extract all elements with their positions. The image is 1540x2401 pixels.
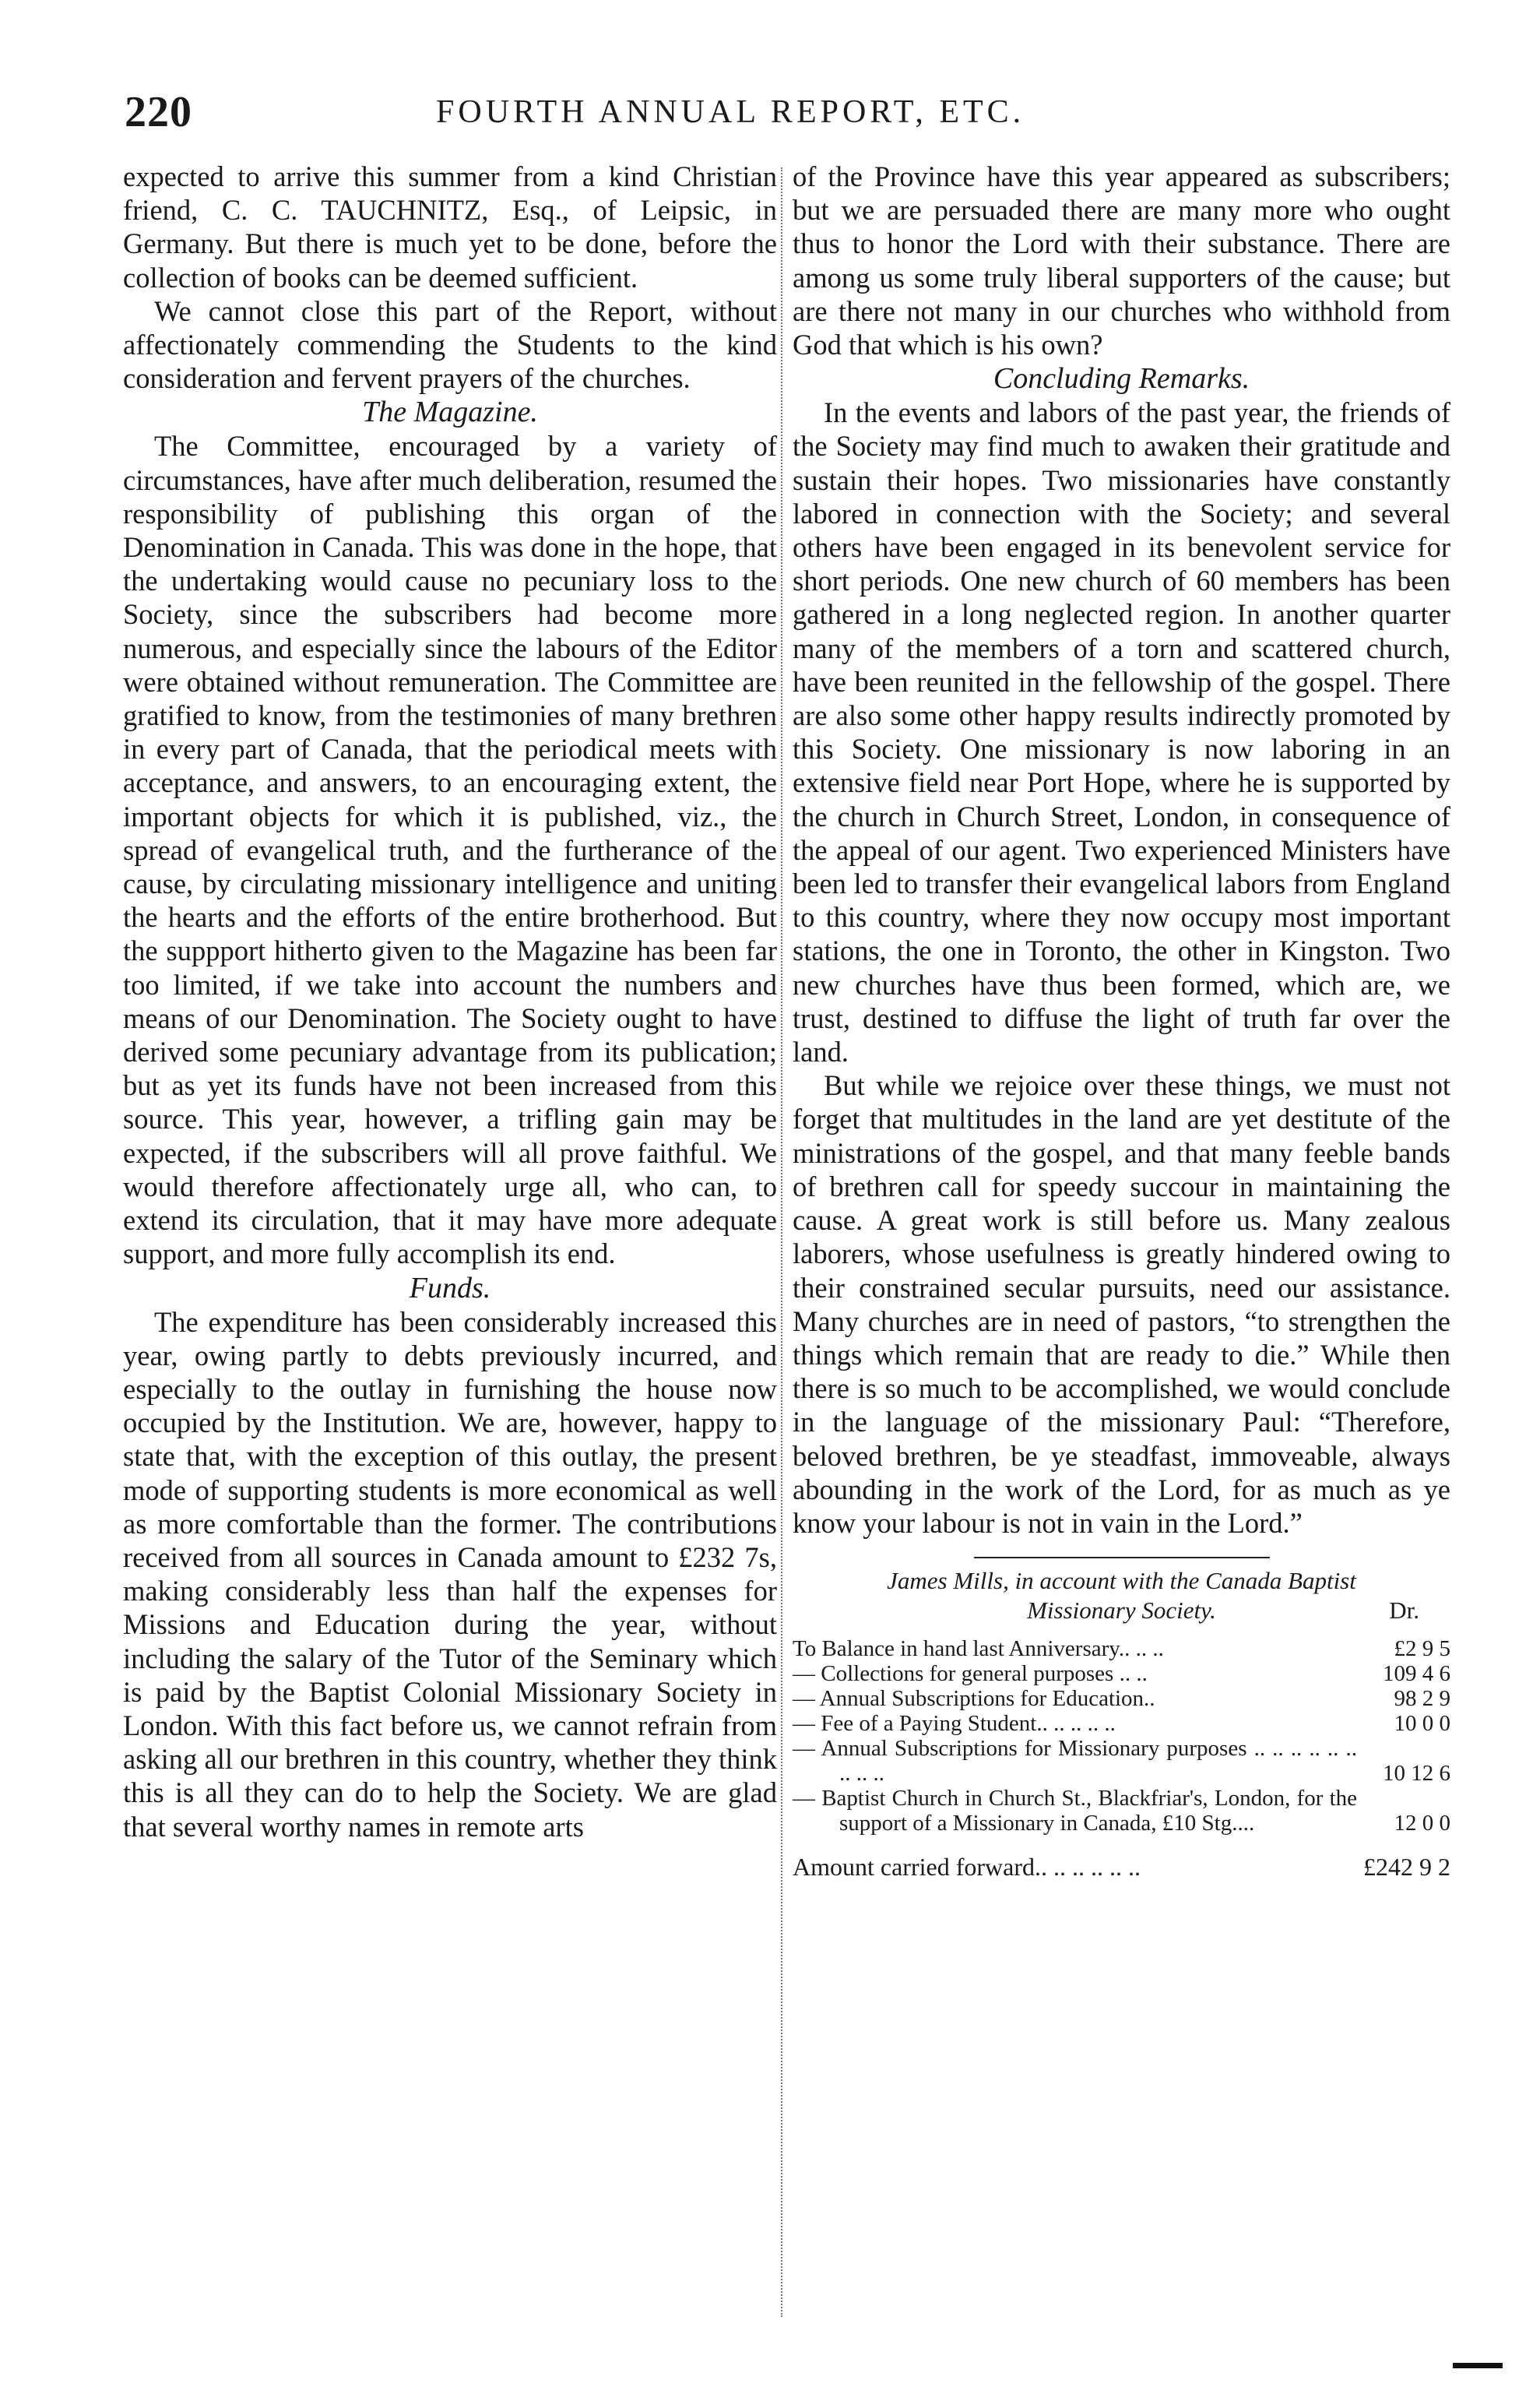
account-heading-line1: James Mills, in account with the Canada Baptist	[887, 1567, 1356, 1595]
account-row-amount: £2 9 5	[1394, 1636, 1450, 1662]
account-heading-line2: Missionary Society.	[1027, 1597, 1216, 1625]
account-total-row	[793, 1853, 1450, 1882]
account-row	[793, 1711, 1450, 1736]
account-row	[793, 1661, 1450, 1686]
paragraph: expected to arrive this summer from a kind Christian friend, C. C. TAUCHNITZ, Esq., of Leipsic, in Germany. But there is much yet to be done, before the collection of books can be deemed sufficient.	[123, 160, 777, 294]
account-table	[793, 1636, 1450, 1882]
account-row	[793, 1786, 1450, 1836]
account-row-description: — Annual Subscriptions for Missionary purposes .. .. .. .. .. .. .. .. ..	[793, 1736, 1357, 1787]
page-header	[125, 87, 1401, 142]
account-row	[793, 1686, 1450, 1711]
account-row-description: — Fee of a Paying Student.. .. .. .. ..	[793, 1711, 1116, 1737]
paragraph: of the Province have this year appeared as subscribers; but we are persuaded there are many more who ought thus to honor the Lord with their substance. There are among us some truly liberal supporters of the cause; but are there not many in our churches who withhold from God that which is his own?	[793, 160, 1450, 361]
account-total-label: Amount carried forward.. .. .. .. .. ..	[793, 1853, 1141, 1882]
section-rule	[974, 1557, 1270, 1558]
section-heading-magazine: The Magazine.	[362, 396, 538, 429]
account-total-amount: £242 9 2	[1363, 1853, 1450, 1882]
right-column	[793, 160, 1450, 1882]
left-column	[123, 160, 777, 1843]
account-row	[793, 1636, 1450, 1661]
footer-mark	[1453, 2363, 1503, 2368]
running-head: FOURTH ANNUAL REPORT, ETC.	[436, 94, 1025, 130]
account-row-amount: 10 12 6	[1383, 1761, 1450, 1787]
account-row-description: To Balance in hand last Anniversary.. .. ..	[793, 1636, 1164, 1662]
account-heading	[793, 1566, 1450, 1625]
account-row-amount: 109 4 6	[1383, 1661, 1450, 1687]
paragraph: We cannot close this part of the Report, without affectionately commending the Students to the kind consideration and fervent prayers of the churches.	[123, 294, 777, 395]
paragraph: The Committee, encouraged by a variety of circumstances, have after much deliberation, resumed the responsibility of publishing this organ of the Denomination in Canada. This was done in the hope, that the undertaking would cause no pecuniary loss to the Society, since the subscribers had become more numerous, and especially since the labours of the Editor were obtained without remuneration. The Committee are gratified to know, from the testimonies of many brethren in every part of Canada, that the periodical meets with acceptance, and answers, to an encouraging extent, the important objects for which it is published, viz., the spread of evangelical truth, and the furtherance of the cause, by circulating missionary intelligence and uniting the hearts and the efforts of the entire brotherhood. But the suppport hitherto given to the Magazine has been far too limited, if we take into account the numbers and means of our Denomination. The Society ought to have derived some pecuniary advantage from its publication; but as yet its funds have not been increased from this source. This year, however, a trifling gain may be expected, if the subscribers will all prove faithful. We would therefore affectionately urge all, who can, to extend its circulation, that it may have more adequate support, and more fully accomplish its end.	[123, 430, 777, 1270]
account-row	[793, 1736, 1450, 1786]
account-row-description: — Annual Subscriptions for Education..	[793, 1686, 1155, 1712]
paragraph: In the events and labors of the past year, the friends of the Society may find much to awaken their gratitude and sustain their hopes. Two missionaries have constantly labored in connection with the Society; and several others have been engaged in its benevolent service for short periods. One new church of 60 members has been gathered in a long neglected region. In another quarter many of the members of a torn and scattered church, have been reunited in the fellowship of the gospel. There are also some other happy results indirectly promoted by this Society. One missionary is now laboring in an extensive field near Port Hope, where he is supported by the church in Church Street, London, in consequence of the appeal of our agent. Two experienced Ministers have been led to transfer their evangelical labors from England to this country, where they now occupy most important stations, the one in Toronto, the other in Kingston. Two new churches have thus been formed, which are, we trust, destined to diffuse the light of truth far over the land.	[793, 396, 1450, 1068]
column-divider	[781, 167, 782, 2317]
debit-label: Dr.	[1389, 1597, 1419, 1625]
account-row-amount: 12 0 0	[1394, 1811, 1450, 1836]
paragraph: The expenditure has been considerably increased this year, owing partly to debts previously incurred, and especially to the outlay in furnishing the house now occupied by the Institution. We are, however, happy to state that, with the exception of this outlay, the present mode of supporting students is more economical as well as more comfortable than the former. The contributions received from all sources in Canada amount to £232 7s, making considerably less than half the expenses for Missions and Education during the year, without including the salary of the Tutor of the Seminary which is paid by the Baptist Colonial Missionary Society in London. With this fact before us, we cannot refrain from asking all our brethren in this country, whether they think this is all they can do to help the Society. We are glad that several worthy names in remote arts	[123, 1305, 777, 1843]
section-heading-concluding-remarks: Concluding Remarks.	[993, 362, 1250, 396]
account-row-description: — Baptist Church in Church St., Blackfriar's, London, for the support of a Missionary in Canada, £10 Stg....	[793, 1786, 1357, 1836]
section-heading-funds: Funds.	[409, 1271, 491, 1304]
paragraph: But while we rejoice over these things, we must not forget that multitudes in the land are yet destitute of the ministrations of the gospel, and that many feeble bands of brethren call for speedy succour in maintaining the cause. A great work is still before us. Many zealous laborers, whose usefulness is greatly hindered owing to their constrained secular pursuits, need our assistance. Many churches are in need of pastors, “to strengthen the things which remain that are ready to die.” While then there is so much to be accomplished, we would conclude in the language of the missionary Paul: “Therefore, beloved brethren, be ye steadfast, immoveable, always abounding in the work of the Lord, for as much as ye know your labour is not in vain in the Lord.”	[793, 1069, 1450, 1539]
account-row-description: — Collections for general purposes .. ..	[793, 1661, 1148, 1687]
account-row-amount: 98 2 9	[1394, 1686, 1450, 1712]
page-number: 220	[125, 88, 192, 136]
account-row-amount: 10 0 0	[1394, 1711, 1450, 1737]
